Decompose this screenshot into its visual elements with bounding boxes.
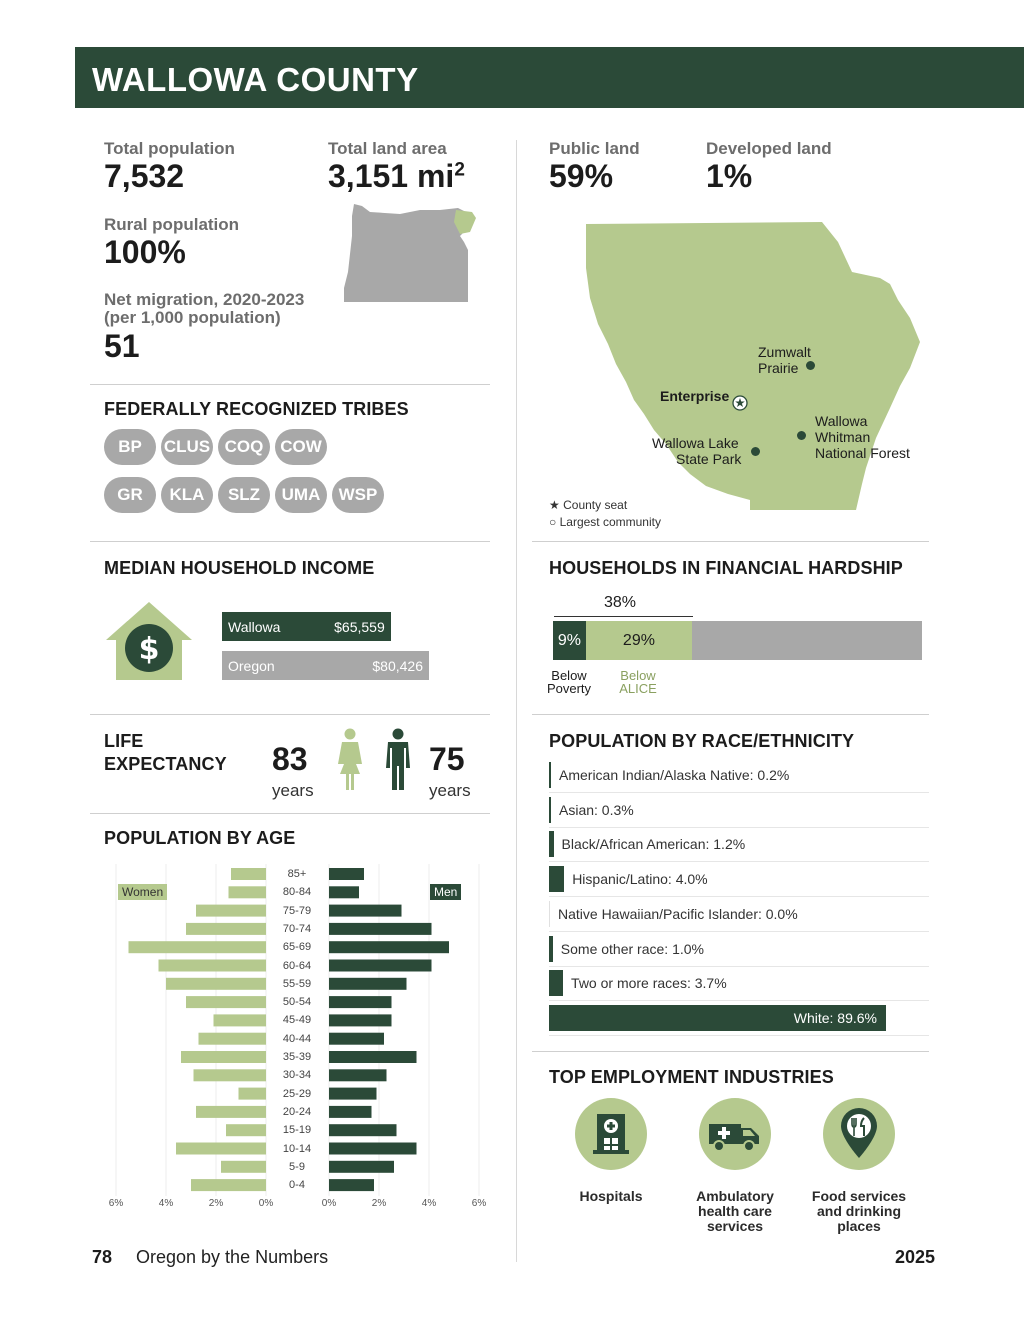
bar-women-40-44 — [199, 1033, 267, 1045]
tribe-badge: KLA — [161, 477, 213, 513]
bar-women-15-19 — [226, 1124, 266, 1136]
hardship-bar-alice: 29% — [586, 621, 692, 660]
race-row-divider — [549, 931, 929, 932]
life-expectancy-men: 75 — [429, 741, 465, 777]
map-dot-wallowa-lake — [751, 447, 760, 456]
race-row-divider — [549, 896, 929, 897]
age-group-label: 60-64 — [282, 959, 312, 972]
income-bar-wallowa — [222, 612, 391, 641]
map-label-wallowa: Wallowa — [815, 413, 868, 429]
income-title: MEDIAN HOUSEHOLD INCOME — [104, 558, 375, 578]
income-name-wallowa: Wallowa — [228, 618, 281, 635]
developed-land-label: Developed land — [706, 139, 832, 158]
house-dollar-icon — [104, 600, 194, 682]
hardship-bar-track — [553, 621, 922, 660]
employment-label-ambulatory: Ambulatory health care services — [696, 1188, 774, 1234]
tribe-badge: SLZ — [218, 477, 270, 513]
bar-men-5-9 — [329, 1161, 394, 1173]
age-group-label: 0-4 — [289, 1179, 305, 1192]
divider — [90, 813, 490, 814]
tribe-badge: COW — [275, 429, 327, 465]
legend-county-seat: ★ County seat — [549, 498, 628, 512]
race-row-divider — [549, 792, 929, 793]
age-group-label: 80-84 — [282, 886, 312, 899]
developed-land-value: 1% — [706, 158, 753, 194]
years-label-women: years — [272, 781, 314, 800]
total-land-area-value: 3,151 $mi^2$ — [328, 158, 465, 194]
bar-men-20-24 — [329, 1106, 372, 1118]
bar-women-10-14 — [176, 1143, 266, 1155]
race-label: Native Hawaiian/Pacific Islander: 0.0% — [558, 905, 798, 922]
x-tick-label: 2% — [371, 1198, 387, 1209]
age-group-label: 75-79 — [282, 904, 312, 917]
county-title: WALLOWA COUNTY — [92, 61, 419, 98]
bar-men-40-44 — [329, 1033, 384, 1045]
alice-label: Below ALICE — [619, 668, 657, 696]
publication-year: 2025 — [895, 1247, 936, 1267]
tribe-badge: GR — [104, 477, 156, 513]
county-map — [580, 218, 925, 514]
hardship-total: 38% — [604, 594, 637, 611]
life-expectancy-title-1: LIFE — [104, 731, 144, 751]
legend-men: Men — [430, 884, 461, 900]
woman-icon — [334, 728, 366, 792]
bar-women-70-74 — [186, 923, 266, 935]
hardship-total-bracket — [554, 616, 693, 617]
divider — [90, 541, 490, 542]
public-land-value: 59% — [549, 158, 614, 194]
race-row — [549, 936, 929, 962]
race-bar — [549, 901, 550, 927]
header-banner — [75, 47, 1024, 108]
race-row — [549, 901, 929, 927]
tribe-badge: COQ — [218, 429, 270, 465]
bar-women-80-84 — [229, 886, 267, 898]
utensils-pin-icon — [823, 1098, 895, 1170]
county-seat-star-icon — [732, 395, 748, 411]
page-number: 78 — [92, 1247, 113, 1267]
age-chart-title: POPULATION BY AGE — [104, 828, 296, 848]
x-tick-label: 0% — [258, 1198, 274, 1209]
race-row — [549, 1005, 929, 1031]
race-bar — [549, 831, 554, 857]
map-label-prairie: Prairie — [758, 360, 799, 376]
race-label: Black/African American: 1.2% — [561, 836, 746, 853]
hardship-title: HOUSEHOLDS IN FINANCIAL HARDSHIP — [549, 558, 903, 578]
bar-women-60-64 — [159, 960, 267, 972]
bar-women-20-24 — [196, 1106, 266, 1118]
net-migration-label: Net migration, 2020-2023 — [104, 290, 305, 309]
bar-women-25-29 — [239, 1088, 267, 1100]
bar-men-10-14 — [329, 1143, 417, 1155]
oregon-state-map — [340, 202, 480, 304]
population-pyramid-chart — [100, 864, 500, 1214]
map-label-whitman: Whitman — [815, 429, 871, 445]
bar-men-25-29 — [329, 1088, 377, 1100]
net-migration-value: 51 — [104, 328, 140, 364]
age-group-label: 55-59 — [282, 977, 312, 990]
bar-women-55-59 — [166, 978, 266, 990]
bar-women-35-39 — [181, 1051, 266, 1063]
x-tick-label: 4% — [158, 1198, 174, 1209]
tribe-badge: CLUS — [161, 429, 213, 465]
tribe-badge: BP — [104, 429, 156, 465]
map-dot-forest — [797, 431, 806, 440]
race-bar — [549, 762, 551, 788]
divider — [532, 541, 929, 542]
map-label-wallowa-lake: Wallowa Lake — [652, 435, 739, 451]
race-row — [549, 762, 929, 788]
employment-label-hospitals: Hospitals — [579, 1188, 643, 1204]
race-label: White: 89.6% — [793, 1009, 877, 1026]
map-label-state-park: State Park — [676, 451, 742, 467]
divider — [90, 384, 490, 385]
race-label: Asian: 0.3% — [559, 801, 634, 818]
total-population-label: Total population — [104, 139, 235, 158]
bar-men-30-34 — [329, 1069, 387, 1081]
bar-women-50-54 — [186, 996, 266, 1008]
race-row-divider — [549, 1035, 929, 1036]
bar-men-60-64 — [329, 960, 432, 972]
bar-women-5-9 — [221, 1161, 266, 1173]
publication-name: Oregon by the Numbers — [136, 1247, 329, 1267]
race-label: Two or more races: 3.7% — [571, 975, 727, 992]
life-expectancy-title-2: EXPECTANCY — [104, 754, 227, 774]
rural-population-label: Rural population — [104, 215, 240, 234]
total-land-area-label: Total land area — [328, 139, 447, 158]
hardship-bar-poverty: 9% — [553, 621, 586, 660]
circle-icon: ○ — [549, 515, 557, 529]
age-group-label: 15-19 — [282, 1124, 312, 1137]
bar-men-85+ — [329, 868, 364, 880]
map-label-zumwalt: Zumwalt — [758, 344, 811, 360]
svg-text:$: $ — [138, 632, 160, 667]
man-icon — [382, 728, 414, 792]
race-row-divider — [549, 1000, 929, 1001]
tribe-badge: UMA — [275, 477, 327, 513]
bar-women-65-69 — [129, 941, 267, 953]
bar-women-45-49 — [214, 1014, 267, 1026]
bar-men-35-39 — [329, 1051, 417, 1063]
x-tick-label: 4% — [421, 1198, 437, 1209]
legend-women: Women — [118, 884, 167, 900]
race-row — [549, 831, 929, 857]
poverty-label: Below Poverty — [546, 668, 592, 696]
bar-men-70-74 — [329, 923, 432, 935]
hospital-icon — [575, 1098, 647, 1170]
race-label: Hispanic/Latino: 4.0% — [572, 871, 708, 888]
race-row-divider — [549, 966, 929, 967]
income-value-wallowa: $65,559 — [334, 618, 385, 635]
age-group-label: 30-34 — [282, 1069, 312, 1082]
bar-men-55-59 — [329, 978, 407, 990]
bar-men-0-4 — [329, 1179, 374, 1191]
total-population-value: 7,532 — [104, 158, 185, 194]
race-label: Some other race: 1.0% — [560, 940, 704, 957]
bar-women-75-79 — [196, 905, 266, 917]
age-group-label: 50-54 — [282, 996, 312, 1009]
bar-men-65-69 — [329, 941, 449, 953]
race-title: POPULATION BY RACE/ETHNICITY — [549, 731, 855, 751]
race-row — [549, 866, 929, 892]
bar-men-45-49 — [329, 1014, 392, 1026]
age-group-label: 20-24 — [282, 1105, 312, 1118]
public-land-label: Public land — [549, 139, 640, 158]
income-name-oregon: Oregon — [228, 657, 275, 674]
race-row — [549, 797, 929, 823]
race-row — [549, 970, 929, 996]
legend-largest-community: ○ Largest community — [549, 515, 661, 529]
rural-population-value: 100% — [104, 234, 186, 270]
age-group-label: 5-9 — [289, 1160, 305, 1173]
life-expectancy-women: 83 — [272, 741, 308, 777]
race-row-divider — [549, 861, 929, 862]
age-group-label: 25-29 — [282, 1087, 312, 1100]
x-tick-label: 2% — [208, 1198, 224, 1209]
column-divider — [516, 140, 517, 1262]
x-tick-label: 0% — [321, 1198, 337, 1209]
years-label-men: years — [429, 781, 471, 800]
age-group-label: 10-14 — [282, 1142, 312, 1155]
age-group-label: 45-49 — [282, 1014, 312, 1027]
age-group-label: 65-69 — [282, 941, 312, 954]
bar-women-85+ — [231, 868, 266, 880]
net-migration-sublabel: (per 1,000 population) — [104, 308, 281, 327]
bar-men-15-19 — [329, 1124, 397, 1136]
x-tick-label: 6% — [471, 1198, 487, 1209]
employment-title: TOP EMPLOYMENT INDUSTRIES — [549, 1067, 834, 1087]
divider — [532, 714, 929, 715]
map-dot-zumwalt — [806, 361, 815, 370]
x-tick-label: 6% — [108, 1198, 124, 1209]
bar-women-30-34 — [194, 1069, 267, 1081]
divider — [532, 1051, 929, 1052]
star-icon: ★ — [549, 498, 560, 512]
map-label-national-forest: National Forest — [815, 445, 910, 461]
race-bar — [549, 970, 563, 996]
race-row-divider — [549, 827, 929, 828]
race-bar — [549, 797, 551, 823]
map-label-enterprise: Enterprise — [660, 388, 730, 404]
tribes-title: FEDERALLY RECOGNIZED TRIBES — [104, 399, 409, 419]
divider — [90, 714, 490, 715]
age-group-label: 40-44 — [282, 1032, 312, 1045]
bar-men-50-54 — [329, 996, 392, 1008]
income-value-oregon: $80,426 — [372, 657, 423, 674]
race-label: American Indian/Alaska Native: 0.2% — [559, 767, 790, 783]
bar-men-80-84 — [329, 886, 359, 898]
tribes-grid — [104, 429, 404, 517]
age-group-label: 85+ — [287, 868, 307, 880]
race-bar — [549, 866, 564, 892]
employment-label-food-services: Food services and drinking places — [811, 1188, 907, 1234]
bar-men-75-79 — [329, 905, 402, 917]
age-group-label: 35-39 — [282, 1051, 312, 1063]
race-bar — [549, 936, 553, 962]
tribe-badge: WSP — [332, 477, 384, 513]
income-bar-oregon — [222, 651, 429, 680]
ambulance-icon — [699, 1098, 771, 1170]
age-group-label: 70-74 — [282, 922, 312, 935]
bar-women-0-4 — [191, 1179, 266, 1191]
